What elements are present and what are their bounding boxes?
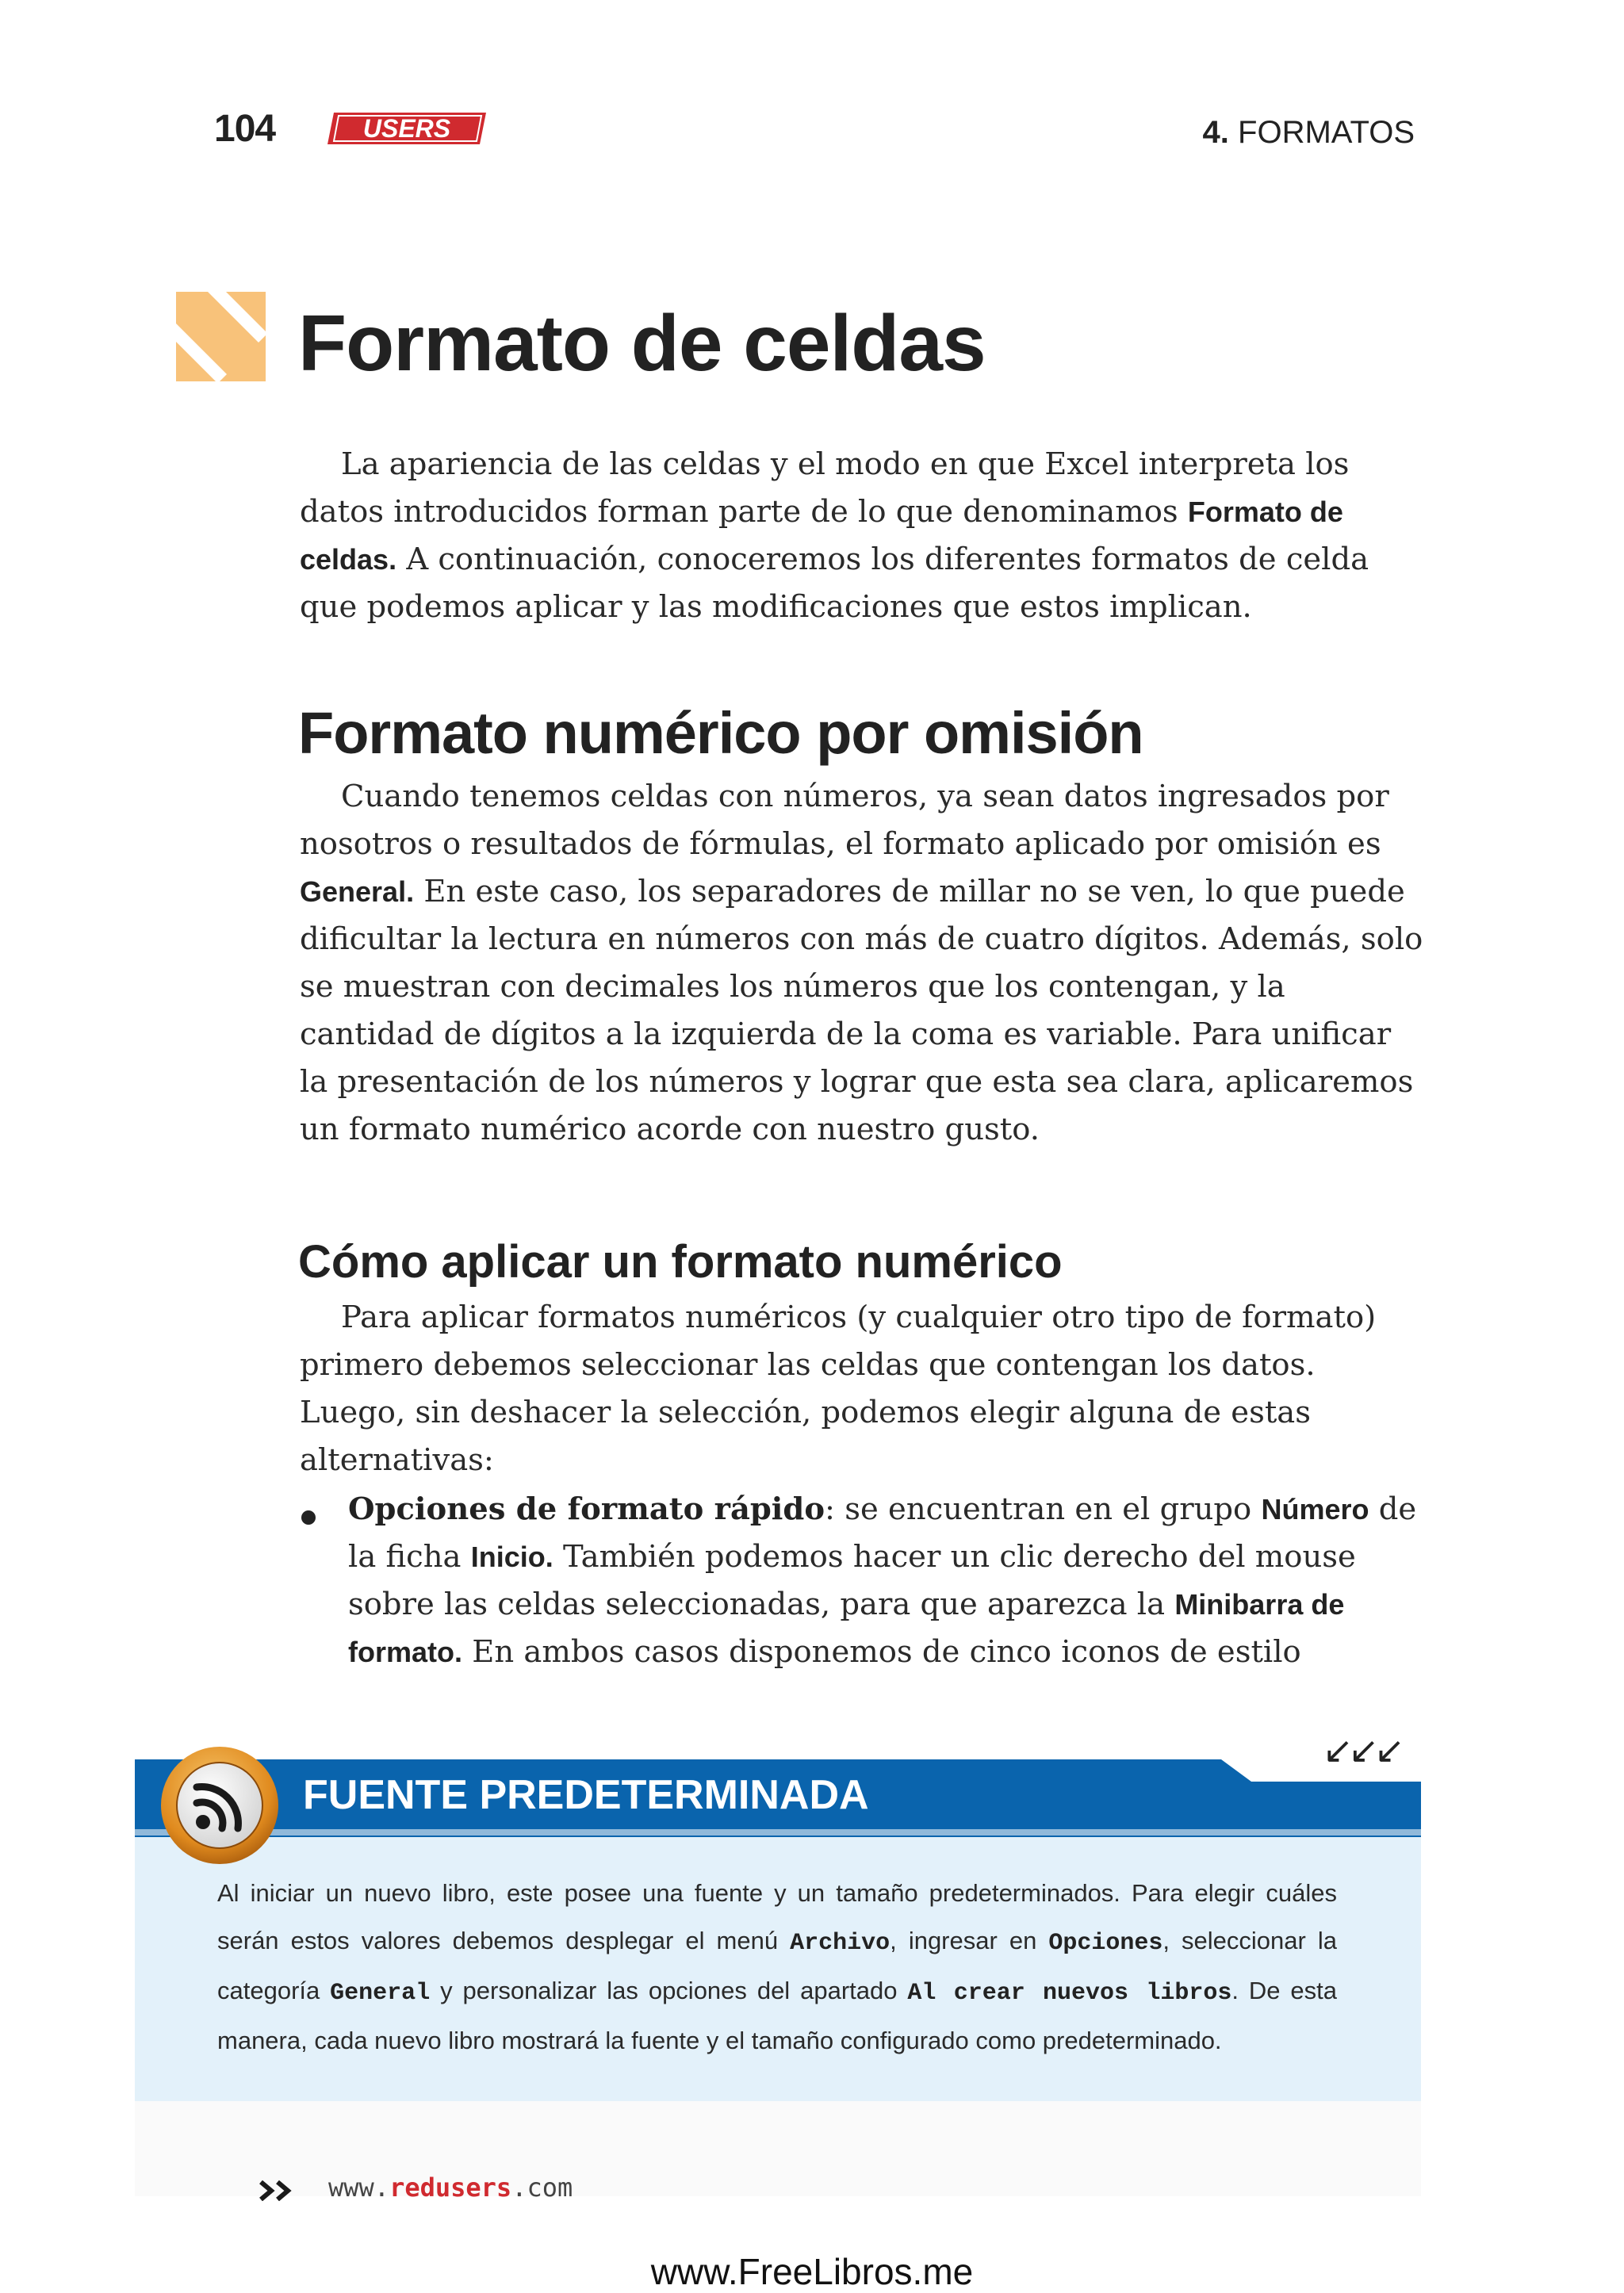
section-title: Formato numérico por omisión [298, 700, 1143, 766]
url-suffix: .com [511, 2172, 573, 2203]
double-chevron-right-icon [259, 2180, 295, 2201]
section-text-1: Cuando tenemos celdas con números, ya sean datos ingresados por nosotros o resultados de fórmulas, el formato aplicado por omisión es [300, 779, 1389, 862]
bullet-text-2: de la ficha [348, 1491, 1417, 1575]
bullet-dot [301, 1510, 316, 1525]
url-prefix: www. [328, 2172, 390, 2203]
callout-text-5: . De esta manera, cada nuevo libro mostrará la fuente y el tamaño configurado como predeterminado. [217, 1977, 1337, 2054]
users-logo [327, 113, 486, 144]
bullet-bold-1: Número [1261, 1493, 1369, 1525]
url-bold: users [435, 2172, 512, 2203]
chapter-heading [1203, 115, 1415, 151]
bullet-item [348, 1486, 1427, 1676]
intro-bold-1: Formato de celdas. [300, 496, 1343, 576]
callout-title: FUENTE PREDETERMINADA [303, 1772, 869, 1818]
callout-bold-2: Opciones [1048, 1930, 1163, 1957]
section-paragraph [300, 773, 1426, 1154]
subsection-title: Cómo aplicar un formato numérico [298, 1236, 1063, 1288]
subsection-paragraph [300, 1294, 1426, 1484]
section-text-2: En este caso, los separadores de millar no se ven, lo que puede dificultar la lectura en números con más de cuatro dígitos. Además, solo se muestran con decimales los números que los contengan, y la cantidad de dígitos a la izquierda de la coma es variable. Para unificar la presentación de los números y lograr que esta sea clara, aplicaremos un formato numérico acorde con nuestro gusto. [300, 874, 1423, 1147]
footer-url[interactable] [328, 2172, 573, 2203]
callout-text-4: y personalizar las opciones del apartado [430, 1977, 908, 2004]
url-red: red [389, 2172, 435, 2203]
intro-paragraph [300, 441, 1426, 631]
bullet-text-3: También podemos hacer un clic derecho del mouse sobre las celdas seleccionadas, para que aparezca la [348, 1539, 1356, 1622]
intro-text-2: A continuación, conoceremos los diferentes formatos de celda que podemos aplicar y las modificaciones que estos implican. [300, 542, 1369, 625]
arrow-down-right-icon [176, 292, 266, 381]
bullet-text-4: En ambos casos disponemos de cinco iconos de estilo [462, 1634, 1301, 1670]
intro-text-1: La apariencia de las celdas y el modo en que Excel interpreta los datos introducidos forman parte de lo que denominamos [300, 446, 1350, 530]
chapter-number: 4. [1202, 115, 1229, 150]
main-title: Formato de celdas [298, 299, 986, 388]
bullet-bold-3: Minibarra de formato. [348, 1588, 1345, 1668]
bullet-lead: Opciones de formato rápido [348, 1491, 825, 1527]
callout-bold-1: Archivo [790, 1930, 891, 1957]
logo-text: USERS [362, 114, 451, 143]
page-number: 104 [214, 108, 276, 150]
callout-bold-3: General [330, 1980, 431, 2007]
callout-text-2: , ingresar en [890, 1927, 1049, 1954]
bullet-text-1: : se encuentran en el grupo [825, 1491, 1262, 1527]
callout-text [217, 1870, 1337, 2065]
bullet-bold-2: Inicio. [470, 1541, 553, 1573]
subsection-text: Para aplicar formatos numéricos (y cualquier otro tipo de formato) primero debemos seleccionar las celdas que contengan los datos. Luego, sin deshacer la selección, podemos elegir alguna de estas alternativas: [300, 1300, 1377, 1478]
callout-text-1: Al iniciar un nuevo libro, este posee una fuente y un tamaño predeterminados. Para elegir cuáles serán estos valores debemos desplegar el menú [217, 1879, 1337, 1954]
callout-text-3: , seleccionar la categoría [217, 1927, 1337, 2004]
callout-bold-4: Al crear nuevos libros [907, 1980, 1232, 2007]
section-bold-1: General. [300, 875, 415, 908]
rss-feed-icon [159, 1744, 281, 1866]
chapter-title: FORMATOS [1238, 115, 1415, 150]
watermark-url[interactable]: www.FreeLibros.me [650, 2251, 974, 2292]
triple-arrow-down-left-icon: ↙↙↙ [1323, 1728, 1400, 1771]
